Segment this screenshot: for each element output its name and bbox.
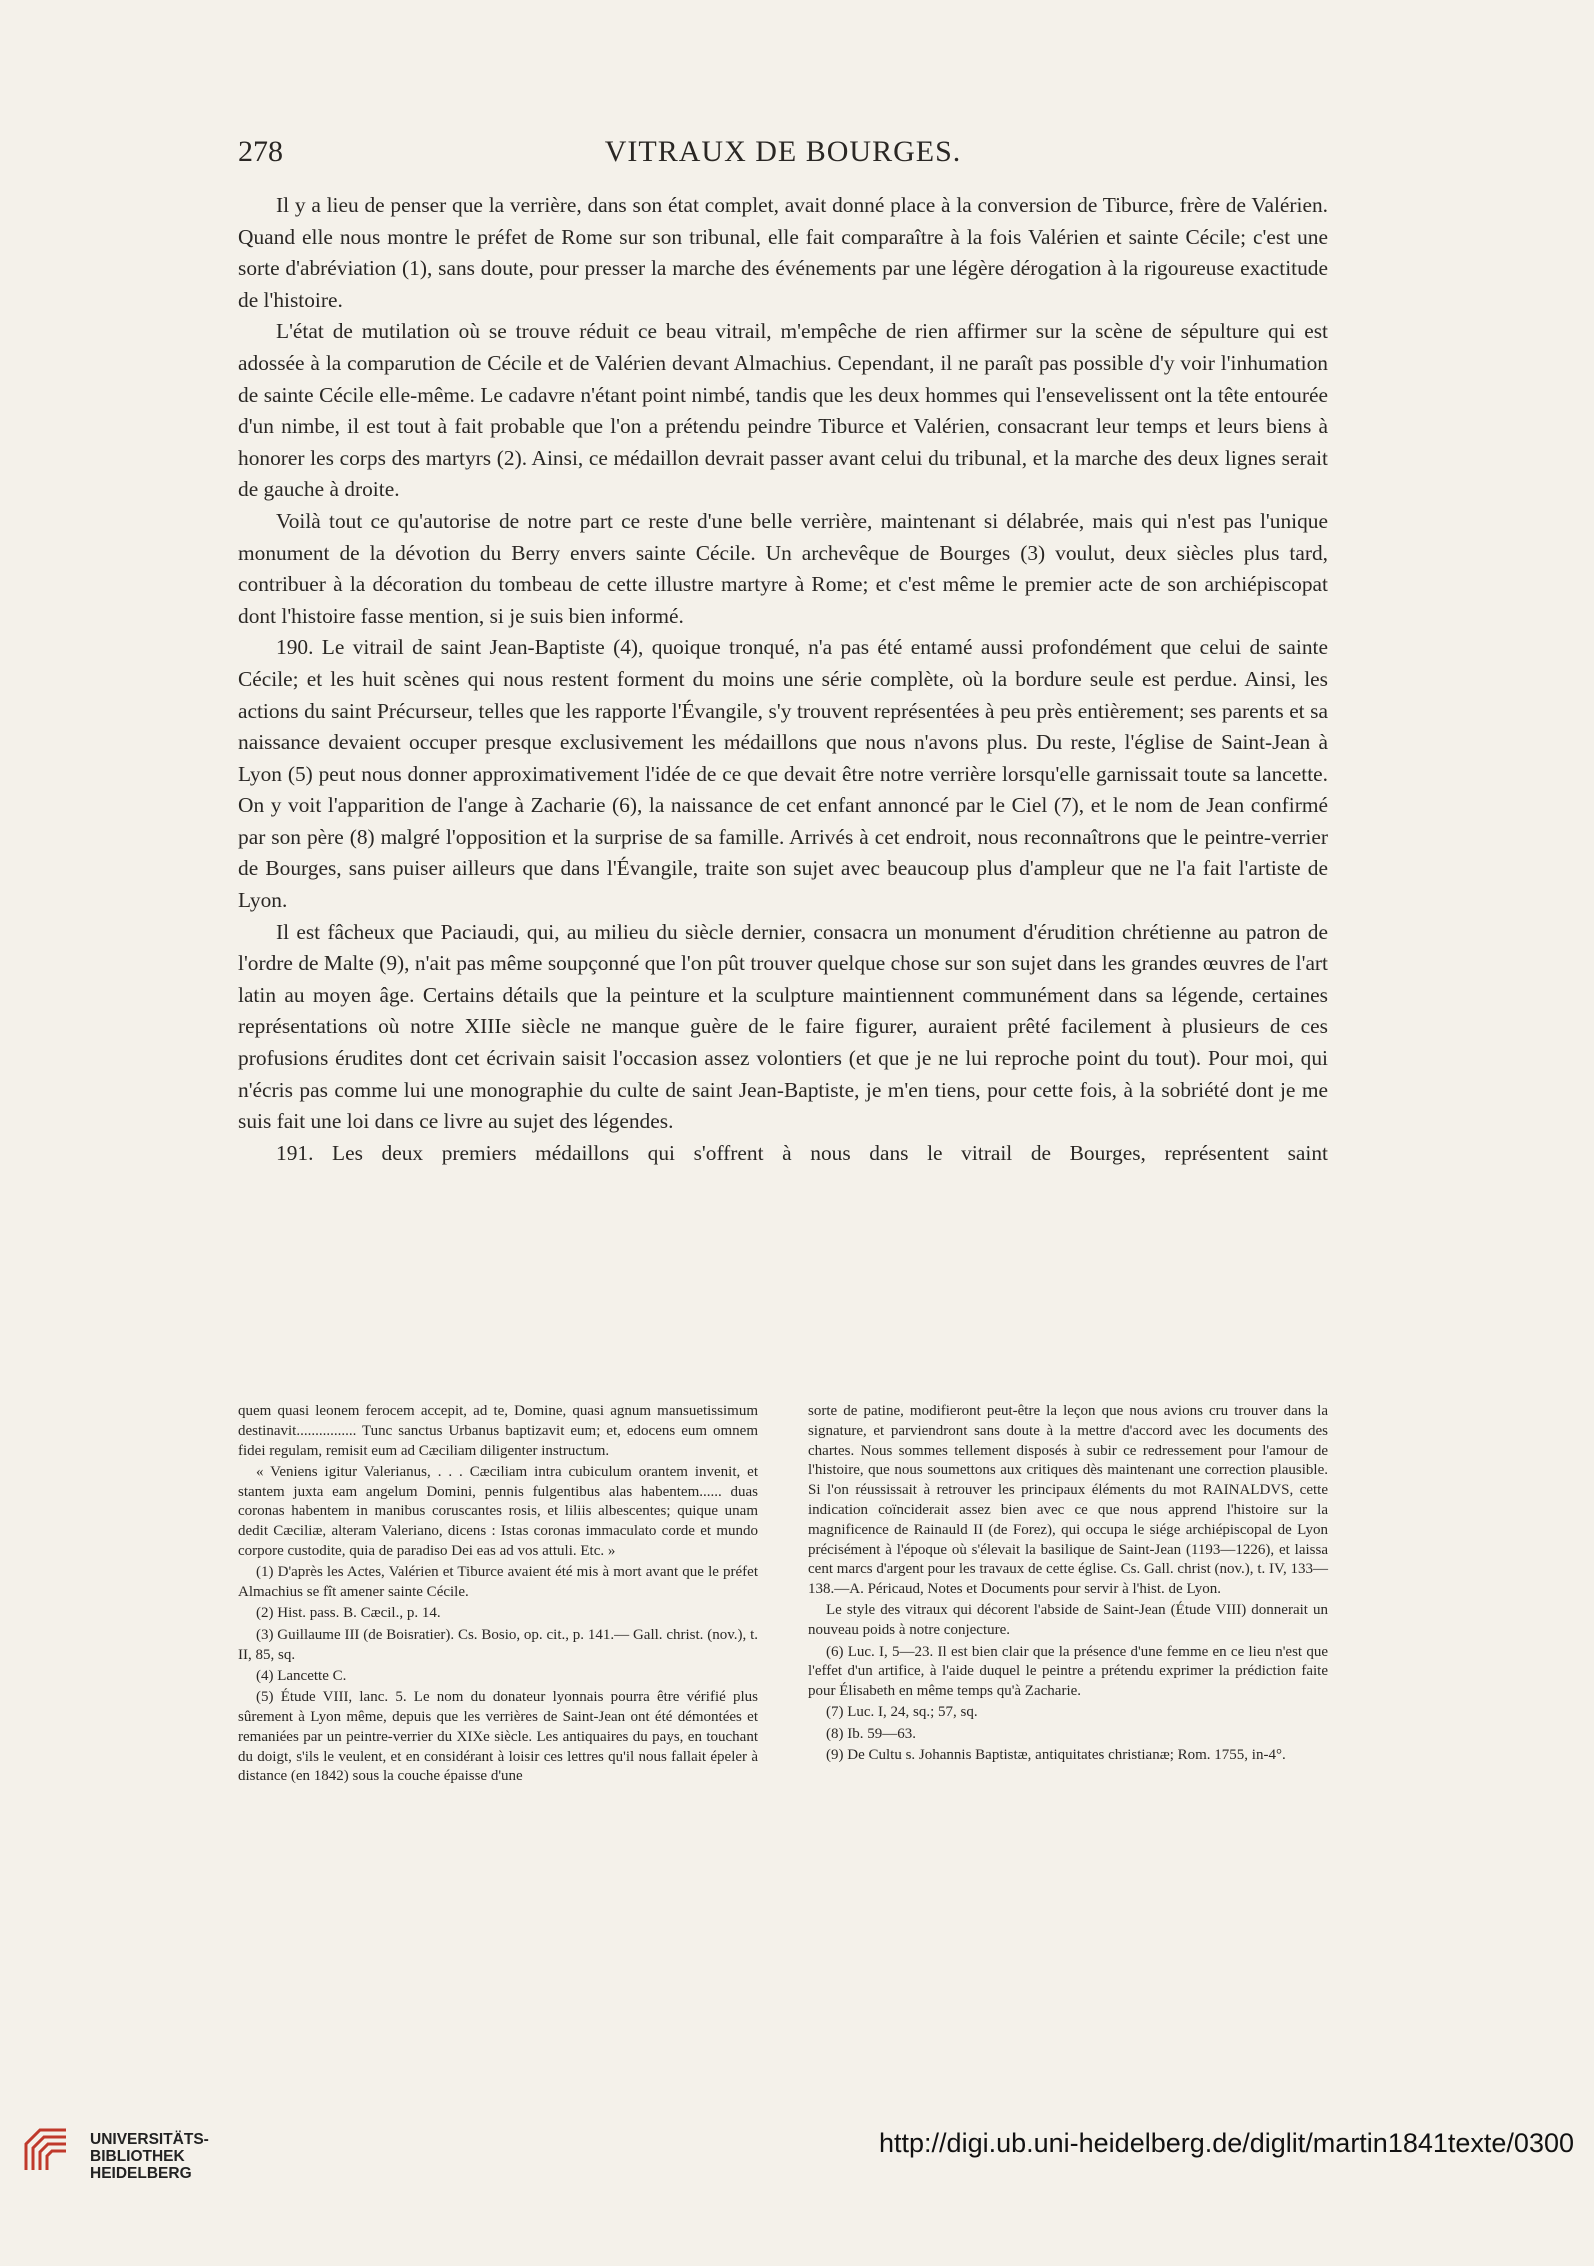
main-text	[238, 190, 1328, 1169]
paragraph: Il y a lieu de penser que la verrière, dans son état complet, avait donné place à la conversion de Tiburce, frère de Valérien. Quand elle nous montre le préfet de Rome sur son tribunal, elle fait comparaître à la fois Valérien et sainte Cécile; c'est une sorte d'abréviation (1), sans doute, pour presser la marche des événements par une légère dérogation à la rigoureuse exactitude de l'histoire.	[238, 193, 1328, 312]
footnote: (7) Luc. I, 24, sq.; 57, sq.	[826, 1704, 978, 1721]
running-title: VITRAUX DE BOURGES.	[604, 135, 962, 168]
paragraph: 191. Les deux premiers médaillons qui s'offrent à nous dans le vitrail de Bourges, représentent saint	[276, 1140, 1328, 1165]
footnote: (4) Lancette C.	[256, 1667, 347, 1684]
library-name-line: UNIVERSITÄTS-	[90, 2131, 209, 2148]
footnote: Le style des vitraux qui décorent l'abside de Saint-Jean (Étude VIII) donnerait un nouveau poids à notre conjecture.	[808, 1602, 1328, 1639]
footnote: (1) D'après les Actes, Valérien et Tiburce avaient été mis à mort avant que le préfet Almachius se fît amener sainte Cécile.	[238, 1564, 758, 1601]
permalink-link[interactable]: http://digi.ub.uni-heidelberg.de/diglit/martin1841texte/0300	[879, 2128, 1574, 2158]
footnote: (6) Luc. I, 5—23. Il est bien clair que la présence d'une femme en ce lieu n'est que l'effet d'un artifice, à l'aide duquel le peintre a prétendu exprimer la prédiction faite pour Élisabeth en même temps qu'à Zacharie.	[808, 1643, 1328, 1700]
permalink	[879, 2128, 1574, 2159]
footnote: quem quasi leonem ferocem accepit, ad te, Domine, quasi agnum mansuetissimum destinavit................ Tunc sanctus Urbanus baptizavit eum; et, edocens eum omnem fidei regulam, remisit eum ad Cæciliam diligenter instructum.	[238, 1403, 758, 1459]
page-number: 278	[238, 135, 283, 168]
library-name	[90, 2131, 209, 2182]
paragraph: L'état de mutilation où se trouve réduit ce beau vitrail, m'empêche de rien affirmer sur la scène de sépulture qui est adossée à la comparution de Cécile et de Valérien devant Almachius. Cependant, il ne paraît pas possible d'y voir l'inhumation de sainte Cécile elle-même. Le cadavre n'étant point nimbé, tandis que les deux hommes qui l'ensevelissent ont la tête entourée d'un nimbe, il est tout à fait probable que l'on a prétendu peindre Tiburce et Valérien, consacrant leur temps et leurs biens à honorer les corps des martyrs (2). Ainsi, ce médaillon devrait passer avant celui du tribunal, et la marche des deux lignes serait de gauche à droite.	[238, 319, 1328, 502]
library-name-line: BIBLIOTHEK	[90, 2148, 185, 2165]
library-name-line: HEIDELBERG	[90, 2165, 192, 2182]
footnote: (3) Guillaume III (de Boisratier). Cs. Bosio, op. cit., p. 141.— Gall. christ. (nov.), t. II, 85, sq.	[238, 1626, 758, 1663]
paragraph: Il est fâcheux que Paciaudi, qui, au milieu du siècle dernier, consacra un monument d'érudition chrétienne au patron de l'ordre de Malte (9), n'ait pas même soupçonné que l'on pût trouver quelque chose sur son sujet dans les grandes œuvres de l'art latin au moyen âge. Certains détails que la peinture et la sculpture maintiennent communément dans sa légende, certaines représentations où notre XIIIe siècle ne manque guère de le faire figurer, auraient prêté facilement à plusieurs de ces profusions érudites dont cet écrivain saisit l'occasion assez volontiers (et que je ne lui reproche point du tout). Pour moi, qui n'écris pas comme lui une monographie du culte de saint Jean-Baptiste, je m'en tiens, pour cette fois, à la sobriété dont je me suis fait une loi dans ce livre au sujet des légendes.	[238, 919, 1328, 1134]
footnote: sorte de patine, modifieront peut-être la leçon que nous avions cru trouver dans la signature, et parviendront sans doute à la mettre d'accord avec les documents des chartes. Nous sommes tellement disposés à subir ce redressement pour l'amour de l'histoire, que nous soumettons aux critiques dès maintenant une correction plausible. Si l'on réussissait à retrouver les principaux éléments du mot RAINALDVS, cette indication coïnciderait assez bien avec ce que nous apprend l'histoire sur la magnificence de Rainauld II (de Forez), qui occupa le siége archiépiscopal de Lyon précisément à l'époque où s'élevait la basilique de Saint-Jean (1193—1226), et laissa cent marcs d'argent pour les travaux de cette église. Cs. Gall. christ (nov.), t. IV, 133—138.—A. Péricaud, Notes et Documents pour servir à l'hist. de Lyon.	[808, 1403, 1328, 1598]
footnote: (9) De Cultu s. Johannis Baptistæ, antiquitates christianæ; Rom. 1755, in-4°.	[826, 1747, 1286, 1764]
footnote: (8) Ib. 59—63.	[826, 1725, 916, 1742]
footnote: (5) Étude VIII, lanc. 5. Le nom du donateur lyonnais pourra être vérifié plus sûrement à Lyon même, depuis que les verrières de Saint-Jean ont été démontées et remaniées par un peintre-verrier du XIXe siècle. Les antiquaires du pays, en touchant du doigt, s'ils le veulent, et en considérant à loisir ces lettres qu'il nous fallait épeler à distance (en 1842) sous la couche épaisse d'une	[238, 1689, 758, 1785]
footnotes	[238, 1402, 1328, 1789]
footnotes-right-column	[808, 1402, 1328, 1789]
footnote: « Veniens igitur Valerianus, . . . Cæciliam intra cubiculum orantem invenit, et stantem juxta eam angelum Domini, pennis fulgentibus alas habentem...... duas coronas habentem in manibus coruscantes rosis, et liliis albescentes; quique unam dedit Cæciliæ, alteram Valeriano, dicens : Istas coronas immaculato corde et mundo corpore custodite, quia de paradiso Dei eas ad vos attuli. Etc. »	[238, 1463, 758, 1560]
footnote: (2) Hist. pass. B. Cæcil., p. 14.	[256, 1605, 441, 1622]
library-logo-icon	[18, 2122, 74, 2178]
paragraph: 190. Le vitrail de saint Jean-Baptiste (4), quoique tronqué, n'a pas été entamé aussi profondément que celui de sainte Cécile; et les huit scènes qui nous restent forment du moins une série complète, où la bordure seule est perdue. Ainsi, les actions du saint Précurseur, telles que les rapporte l'Évangile, s'y trouvent représentées à peu près entièrement; ses parents et sa naissance devaient occuper presque exclusivement les médaillons que nous n'avons plus. Du reste, l'église de Saint-Jean à Lyon (5) peut nous donner approximativement l'idée de ce que devait être notre verrière lorsqu'elle garnissait toute sa lancette. On y voit l'apparition de l'ange à Zacharie (6), la naissance de cet enfant annoncé par le Ciel (7), et le nom de Jean confirmé par son père (8) malgré l'opposition et la surprise de sa famille. Arrivés à cet endroit, nous reconnaîtrons que le peintre-verrier de Bourges, sans puiser ailleurs que dans l'Évangile, traite son sujet avec beaucoup plus d'ampleur que ne l'a fait l'artiste de Lyon.	[238, 635, 1328, 913]
paragraph: Voilà tout ce qu'autorise de notre part ce reste d'une belle verrière, maintenant si délabrée, mais qui n'est pas l'unique monument de la dévotion du Berry envers sainte Cécile. Un archevêque de Bourges (3) voulut, deux siècles plus tard, contribuer à la décoration du tombeau de cette illustre martyre à Rome; et c'est même le premier acte de son archiépiscopat dont l'histoire fasse mention, si je suis bien informé.	[238, 508, 1328, 628]
footnotes-left-column	[238, 1402, 758, 1789]
page-header	[238, 135, 1328, 175]
